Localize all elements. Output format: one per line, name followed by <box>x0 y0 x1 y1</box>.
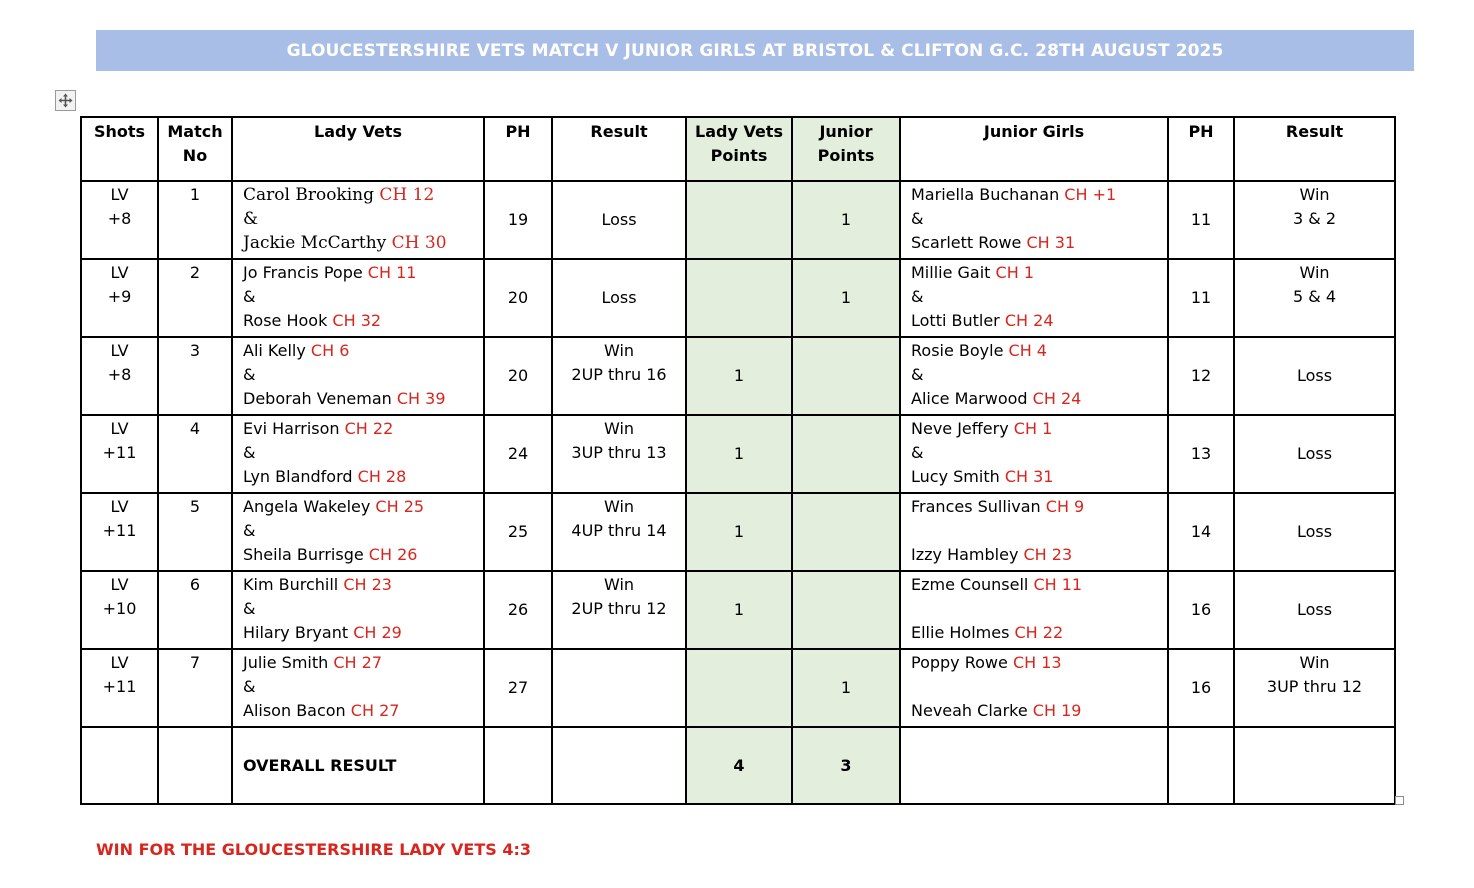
ph-cell: 20 <box>484 337 552 415</box>
course-handicap: CH 12 <box>379 185 435 205</box>
result-cell: Win 4UP thru 14 <box>552 493 686 571</box>
result2-cell: Loss <box>1234 493 1395 571</box>
empty-cell <box>158 727 232 804</box>
ph-cell: 20 <box>484 259 552 337</box>
course-handicap: CH 29 <box>353 623 402 642</box>
junior-girls-cell: Rosie Boyle CH 4 & Alice Marwood CH 24 <box>900 337 1168 415</box>
ph-cell: 19 <box>484 181 552 259</box>
col-header-shots: Shots <box>81 117 158 181</box>
col-header-result: Result <box>552 117 686 181</box>
match-row <box>81 649 1395 727</box>
course-handicap: CH 11 <box>367 263 417 282</box>
result2-cell: Win 3 & 2 <box>1234 181 1395 259</box>
lady-vets-cell: Kim Burchill CH 23 & Hilary Bryant CH 29 <box>232 571 484 649</box>
match-row <box>81 337 1395 415</box>
overall-junior-points: 3 <box>792 727 900 804</box>
empty-cell <box>1234 727 1395 804</box>
lady-vets-points-cell <box>686 181 792 259</box>
ph2-cell: 16 <box>1168 649 1234 727</box>
result-cell: Loss <box>552 181 686 259</box>
match-no-cell: 5 <box>158 493 232 571</box>
course-handicap: CH 23 <box>1023 545 1073 564</box>
course-handicap: CH 32 <box>332 311 382 330</box>
course-handicap: CH 11 <box>1033 575 1083 594</box>
result-cell: Win 3UP thru 13 <box>552 415 686 493</box>
match-row <box>81 415 1395 493</box>
course-handicap: CH 24 <box>1004 311 1054 330</box>
overall-result-row <box>81 727 1395 804</box>
junior-girls-cell: Frances Sullivan CH 9 Izzy Hambley CH 23 <box>900 493 1168 571</box>
junior-girls-cell: Mariella Buchanan CH +1 & Scarlett Rowe CH 31 <box>900 181 1168 259</box>
course-handicap: CH 1 <box>1013 419 1053 438</box>
result-cell: Win 2UP thru 16 <box>552 337 686 415</box>
ph-cell: 24 <box>484 415 552 493</box>
junior-points-cell <box>792 337 900 415</box>
match-no-cell: 6 <box>158 571 232 649</box>
junior-girls-cell: Ezme Counsell CH 11 Ellie Holmes CH 22 <box>900 571 1168 649</box>
ph2-cell: 11 <box>1168 259 1234 337</box>
lady-vets-points-cell: 1 <box>686 337 792 415</box>
empty-cell <box>552 727 686 804</box>
result2-cell: Win 5 & 4 <box>1234 259 1395 337</box>
junior-points-cell <box>792 493 900 571</box>
course-handicap: CH 39 <box>396 389 446 408</box>
match-no-cell: 7 <box>158 649 232 727</box>
lady-vets-cell: Jo Francis Pope CH 11 & Rose Hook CH 32 <box>232 259 484 337</box>
vet-name: Jackie McCarthy <box>243 233 387 253</box>
match-row <box>81 181 1395 259</box>
ph2-cell: 13 <box>1168 415 1234 493</box>
ph-cell: 27 <box>484 649 552 727</box>
course-handicap: CH 26 <box>368 545 418 564</box>
ph2-cell: 11 <box>1168 181 1234 259</box>
course-handicap: CH 22 <box>1014 623 1064 642</box>
course-handicap: CH 28 <box>357 467 407 486</box>
table-resize-handle[interactable] <box>1395 796 1404 805</box>
page-title-banner: GLOUCESTERSHIRE VETS MATCH V JUNIOR GIRLS AT BRISTOL & CLIFTON G.C. 28TH AUGUST 2025 <box>96 30 1414 71</box>
shots-cell: LV +8 <box>81 181 158 259</box>
course-handicap: CH 31 <box>1004 467 1054 486</box>
junior-points-cell <box>792 571 900 649</box>
col-header-result2: Result <box>1234 117 1395 181</box>
course-handicap: CH 22 <box>344 419 394 438</box>
result2-cell: Loss <box>1234 415 1395 493</box>
lady-vets-points-cell: 1 <box>686 571 792 649</box>
match-no-cell: 1 <box>158 181 232 259</box>
empty-cell <box>81 727 158 804</box>
course-handicap: CH 27 <box>333 653 383 672</box>
junior-girls-cell: Poppy Rowe CH 13 Neveah Clarke CH 19 <box>900 649 1168 727</box>
shots-cell: LV +11 <box>81 415 158 493</box>
table-move-handle-icon[interactable] <box>55 90 76 111</box>
overall-lady-vets-points: 4 <box>686 727 792 804</box>
col-header-ph: PH <box>484 117 552 181</box>
empty-cell <box>484 727 552 804</box>
lady-vets-cell: Angela Wakeley CH 25 & Sheila Burrisge CH 26 <box>232 493 484 571</box>
lady-vets-cell: Julie Smith CH 27 & Alison Bacon CH 27 <box>232 649 484 727</box>
junior-points-cell <box>792 415 900 493</box>
shots-cell: LV +11 <box>81 649 158 727</box>
lady-vets-points-cell <box>686 259 792 337</box>
ph2-cell: 14 <box>1168 493 1234 571</box>
course-handicap: CH 24 <box>1032 389 1082 408</box>
match-no-cell: 4 <box>158 415 232 493</box>
shots-cell: LV +10 <box>81 571 158 649</box>
course-handicap: CH 30 <box>391 233 447 253</box>
col-header-match-no: Match No <box>158 117 232 181</box>
lady-vets-points-cell: 1 <box>686 415 792 493</box>
lady-vets-cell: Ali Kelly CH 6 & Deborah Veneman CH 39 <box>232 337 484 415</box>
junior-points-cell: 1 <box>792 259 900 337</box>
lady-vets-points-cell <box>686 649 792 727</box>
match-row <box>81 571 1395 649</box>
header-row <box>81 117 1395 181</box>
course-handicap: CH 19 <box>1032 701 1082 720</box>
lady-vets-cell: Evi Harrison CH 22 & Lyn Blandford CH 28 <box>232 415 484 493</box>
shots-cell: LV +8 <box>81 337 158 415</box>
ph-cell: 25 <box>484 493 552 571</box>
lady-vets-cell: Carol Brooking CH 12 & Jackie McCarthy CH 30 <box>232 181 484 259</box>
course-handicap: CH 9 <box>1045 497 1085 516</box>
result-cell: Loss <box>552 259 686 337</box>
empty-cell <box>1168 727 1234 804</box>
junior-points-cell: 1 <box>792 181 900 259</box>
course-handicap: CH 13 <box>1012 653 1062 672</box>
overall-result-label: OVERALL RESULT <box>232 727 484 804</box>
result2-cell: Win 3UP thru 12 <box>1234 649 1395 727</box>
ph-cell: 26 <box>484 571 552 649</box>
course-handicap: CH 4 <box>1008 341 1047 360</box>
course-handicap: CH 6 <box>310 341 350 360</box>
shots-cell: LV +9 <box>81 259 158 337</box>
result-cell: Win 2UP thru 12 <box>552 571 686 649</box>
vet-name: Carol Brooking <box>243 185 375 205</box>
col-header-ph2: PH <box>1168 117 1234 181</box>
results-table <box>80 116 1396 805</box>
course-handicap: CH +1 <box>1064 185 1117 204</box>
col-header-junior-points: Junior Points <box>792 117 900 181</box>
course-handicap: CH 31 <box>1026 233 1076 252</box>
result-cell <box>552 649 686 727</box>
course-handicap: CH 25 <box>375 497 425 516</box>
junior-points-cell: 1 <box>792 649 900 727</box>
match-no-cell: 2 <box>158 259 232 337</box>
col-header-junior-girls: Junior Girls <box>900 117 1168 181</box>
lady-vets-points-cell: 1 <box>686 493 792 571</box>
match-row <box>81 493 1395 571</box>
course-handicap: CH 23 <box>343 575 392 594</box>
shots-cell: LV +11 <box>81 493 158 571</box>
ph2-cell: 12 <box>1168 337 1234 415</box>
col-header-lady-vets: Lady Vets <box>232 117 484 181</box>
junior-girls-cell: Neve Jeffery CH 1 & Lucy Smith CH 31 <box>900 415 1168 493</box>
match-no-cell: 3 <box>158 337 232 415</box>
match-row <box>81 259 1395 337</box>
empty-cell <box>900 727 1168 804</box>
course-handicap: CH 27 <box>350 701 400 720</box>
col-header-lady-vets-points: Lady Vets Points <box>686 117 792 181</box>
course-handicap: CH 1 <box>995 263 1034 282</box>
junior-girls-cell: Millie Gait CH 1 & Lotti Butler CH 24 <box>900 259 1168 337</box>
ph2-cell: 16 <box>1168 571 1234 649</box>
final-result-text: WIN FOR THE GLOUCESTERSHIRE LADY VETS 4:3 <box>96 840 532 859</box>
result2-cell: Loss <box>1234 337 1395 415</box>
result2-cell: Loss <box>1234 571 1395 649</box>
